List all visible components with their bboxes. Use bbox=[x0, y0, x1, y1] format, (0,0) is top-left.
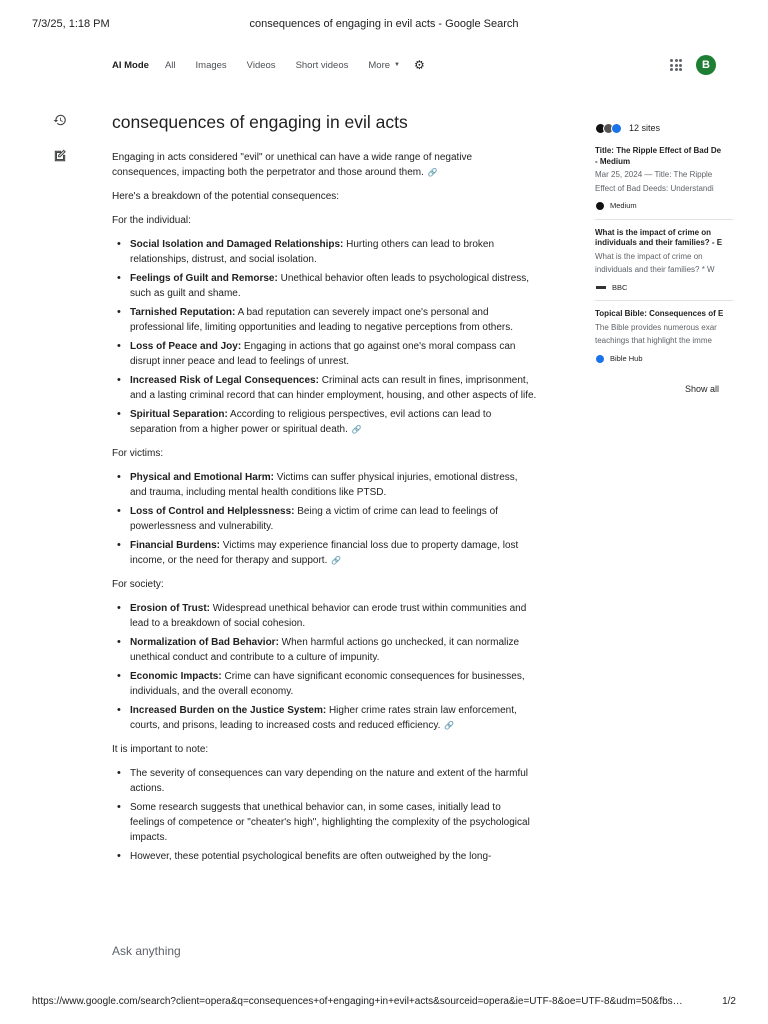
list-society bbox=[112, 601, 537, 733]
list-item bbox=[112, 470, 537, 500]
list-item bbox=[112, 407, 537, 437]
list-item bbox=[112, 271, 537, 301]
item-text: When harmful actions go unchecked, it can normalize unethical conduct and contribute to a culture of impunity. bbox=[130, 637, 520, 663]
source-name: Medium bbox=[610, 201, 637, 210]
print-url: https://www.google.com/search?client=opera&q=consequences+of+engaging+in+evil+acts&sourceid=opera&ie=UTF-8&oe=UTF-8&udm=50&fbs… bbox=[32, 996, 683, 1007]
section-heading-society: For society: bbox=[112, 579, 164, 590]
apps-grid-icon[interactable] bbox=[670, 59, 682, 71]
item-term: Increased Burden on the Justice System: bbox=[130, 705, 327, 716]
item-term: Loss of Peace and Joy: bbox=[130, 341, 242, 352]
bbc-favicon-icon bbox=[595, 285, 607, 290]
source-card-snippet: Mar 25, 2024 — Title: The Ripple bbox=[595, 170, 713, 179]
breakdown-text: Here's a breakdown of the potential consequences: bbox=[112, 191, 340, 202]
list-individual bbox=[112, 237, 537, 437]
list-item bbox=[112, 373, 537, 403]
source-card[interactable] bbox=[595, 146, 733, 220]
list-item: • However, these potential psychological benefits are often outweighed by the long- bbox=[112, 849, 537, 864]
print-page-number: 1/2 bbox=[722, 996, 736, 1007]
source-card-site bbox=[595, 354, 733, 365]
biblehub-favicon-icon bbox=[595, 354, 605, 364]
item-text: Unethical behavior often leads to psychological distress, such as guilt and shame. bbox=[130, 273, 530, 299]
source-card-snippet: individuals and their families? * W bbox=[595, 265, 715, 274]
list-item bbox=[112, 339, 537, 369]
source-card-title: individuals and their families? - E bbox=[595, 238, 723, 247]
item-term: Financial Burdens: bbox=[130, 540, 221, 551]
print-date: 7/3/25, 1:18 PM bbox=[32, 18, 110, 30]
print-footer bbox=[32, 996, 736, 1010]
link-icon[interactable]: 🔗 bbox=[351, 425, 362, 434]
source-card[interactable] bbox=[595, 309, 733, 371]
new-chat-icon[interactable] bbox=[53, 149, 67, 163]
item-text: Widespread unethical behavior can erode trust within communities and lead to a breakdown of social cohesion. bbox=[130, 603, 527, 629]
item-term: Increased Risk of Legal Consequences: bbox=[130, 375, 319, 386]
source-card-snippet: The Bible provides numerous exar bbox=[595, 322, 717, 332]
item-text: Being a victim of crime can lead to feelings of powerlessness and vulnerability. bbox=[130, 506, 498, 532]
sources-count: 12 sites bbox=[629, 122, 661, 133]
source-card-title: Title: The Ripple Effect of Bad De bbox=[595, 146, 722, 155]
tab-all[interactable]: All bbox=[164, 59, 176, 71]
sources-count-row[interactable] bbox=[595, 120, 733, 136]
source-card-snippet: What is the impact of crime on bbox=[595, 251, 703, 261]
list-victims bbox=[112, 470, 537, 568]
section-heading-individual: For the individual: bbox=[112, 215, 191, 226]
search-mode-tabs bbox=[112, 58, 425, 72]
more-menu-button[interactable] bbox=[368, 60, 400, 71]
item-term: Tarnished Reputation: bbox=[130, 307, 236, 318]
item-term: Feelings of Guilt and Remorse: bbox=[130, 273, 278, 284]
item-text: Victims can suffer physical injuries, emotional distress, and trauma, including mental health conditions like PTSD. bbox=[130, 472, 518, 498]
list-item: • Some research suggests that unethical behavior can, in some cases, initially lead to feelings of competence or "cheater's high", highlighting the complexity of the psychological impacts. bbox=[112, 800, 537, 845]
item-text: A bad reputation can severely impact one's personal and professional life, limiting opportunities and leading to negative perceptions from others. bbox=[130, 307, 513, 333]
item-text: Higher crime rates strain law enforcement, courts, and prisons, leading to increased costs and reduced efficiency. bbox=[130, 705, 517, 731]
print-document-title: consequences of engaging in evil acts - Google Search bbox=[249, 18, 519, 30]
source-card-snippet: Effect of Bad Deeds: Understandi bbox=[595, 183, 714, 193]
link-icon[interactable]: 🔗 bbox=[427, 168, 438, 177]
link-icon[interactable]: 🔗 bbox=[444, 721, 455, 730]
item-term: Normalization of Bad Behavior: bbox=[130, 637, 279, 648]
item-term: Economic Impacts: bbox=[130, 671, 222, 682]
show-all-button[interactable]: Show all bbox=[685, 384, 720, 394]
list-item bbox=[112, 635, 537, 665]
list-notes bbox=[112, 766, 537, 864]
history-icon[interactable] bbox=[53, 113, 67, 127]
biblehub-favicon-icon bbox=[611, 123, 622, 134]
list-item bbox=[112, 669, 537, 699]
caret-down-icon: ▼ bbox=[394, 62, 400, 68]
source-card[interactable] bbox=[595, 228, 733, 302]
list-item: • The severity of consequences can vary depending on the nature and extent of the harmful actions. bbox=[112, 766, 537, 796]
list-item bbox=[112, 504, 537, 534]
item-text: Engaging in actions that go against one's moral compass can disrupt inner peace and lead to feelings of unrest. bbox=[130, 341, 516, 367]
sources-panel bbox=[595, 120, 733, 400]
tab-images[interactable]: Images bbox=[195, 59, 227, 71]
intro-paragraph bbox=[112, 150, 537, 180]
source-card-title: What is the impact of crime on bbox=[595, 227, 712, 237]
link-icon[interactable]: 🔗 bbox=[331, 556, 342, 565]
item-term: Loss of Control and Helplessness: bbox=[130, 506, 295, 517]
list-item bbox=[112, 237, 537, 267]
item-text: Victims may experience financial loss due to property damage, lost income, or the need for therapy and support. bbox=[130, 540, 519, 566]
gear-icon[interactable]: ⚙ bbox=[413, 58, 425, 72]
item-term: Spiritual Separation: bbox=[130, 409, 228, 420]
source-favicons bbox=[595, 123, 619, 134]
tab-ai-mode[interactable]: AI Mode bbox=[112, 59, 149, 71]
ai-answer bbox=[112, 110, 537, 892]
intro-text: Engaging in acts considered "evil" or unethical can have a wide range of negative consequences, impacting both the perpetrator and those around them. bbox=[112, 152, 473, 178]
tab-short-videos[interactable]: Short videos bbox=[295, 59, 349, 71]
item-term: Physical and Emotional Harm: bbox=[130, 472, 274, 483]
item-text: Criminal acts can result in fines, imprisonment, and a lasting criminal record that can hinder employment, housing, and other aspects of life. bbox=[130, 375, 537, 401]
section-heading-victims: For victims: bbox=[112, 448, 164, 459]
source-card-snippet: teachings that highlight the imme bbox=[595, 336, 712, 345]
item-text: According to religious perspectives, evil actions can lead to separation from a higher power or spiritual death. bbox=[130, 409, 492, 435]
medium-favicon-icon bbox=[595, 201, 605, 211]
print-header bbox=[32, 18, 736, 32]
section-heading-note: It is important to note: bbox=[112, 744, 209, 755]
list-item bbox=[112, 305, 537, 335]
list-item bbox=[112, 703, 537, 733]
list-item bbox=[112, 601, 537, 631]
more-label: More bbox=[368, 59, 391, 71]
source-card-title: - Medium bbox=[595, 156, 631, 166]
source-card-site bbox=[595, 283, 733, 294]
source-name: Bible Hub bbox=[610, 353, 643, 363]
ask-input[interactable]: Ask anything bbox=[112, 944, 181, 958]
source-card-site bbox=[595, 201, 733, 212]
list-item bbox=[112, 538, 537, 568]
item-text: Hurting others can lead to broken relationships, distrust, and social isolation. bbox=[130, 239, 495, 265]
avatar[interactable]: B bbox=[696, 55, 716, 75]
item-term: Social Isolation and Damaged Relationships: bbox=[130, 239, 344, 250]
source-name: BBC bbox=[612, 282, 628, 292]
source-card-title: Topical Bible: Consequences of E bbox=[595, 309, 724, 318]
tab-videos[interactable]: Videos bbox=[246, 59, 276, 71]
item-term: Erosion of Trust: bbox=[130, 603, 210, 614]
item-text: Crime can have significant economic consequences for businesses, individuals, and the overall economy. bbox=[130, 671, 525, 697]
query-title: consequences of engaging in evil acts bbox=[112, 112, 408, 132]
